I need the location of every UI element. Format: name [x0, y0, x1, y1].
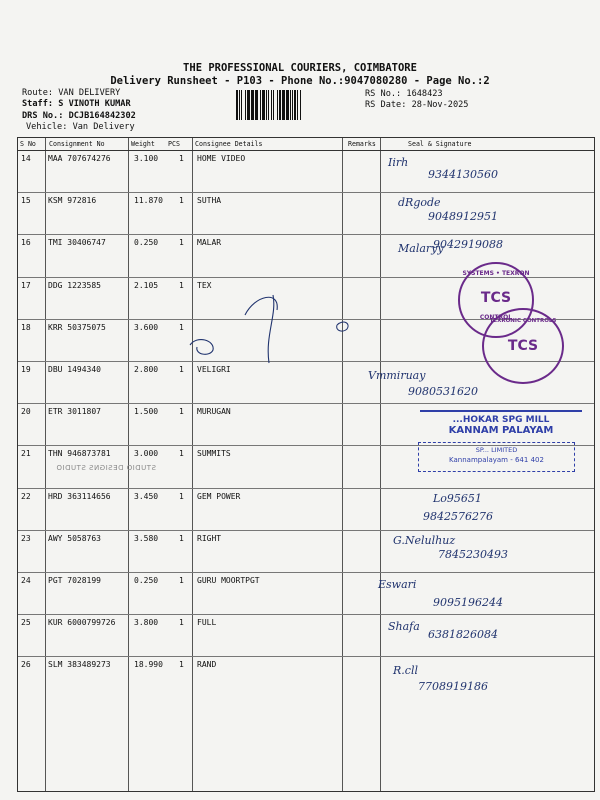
table-row	[18, 192, 594, 234]
cell-weight: 3.600	[134, 322, 159, 332]
cell-consignment: SLM 383489273	[48, 660, 111, 670]
handwritten-signature: Eswari	[378, 578, 417, 591]
handwritten-phone: 9042919088	[433, 238, 503, 252]
handwritten-signature: G.Nelulhuz	[393, 533, 456, 547]
cell-pcs: 1	[179, 322, 184, 332]
cell-consignment: DDG 1223585	[48, 280, 101, 290]
cell-pcs: 1	[179, 491, 184, 501]
cell-weight: 2.800	[134, 365, 159, 374]
cell-sno: 22	[21, 491, 31, 501]
cell-consignment: PGT 7028199	[48, 576, 101, 585]
barcode	[236, 90, 360, 120]
cell-consignee: SUTHA	[197, 196, 222, 206]
cell-weight: 3.000	[134, 449, 159, 459]
cell-sno: 26	[21, 660, 31, 670]
cell-consignment: TMI 30406747	[48, 238, 106, 248]
cell-sno: 21	[21, 449, 31, 459]
cell-consignee: SUMMITS	[197, 449, 231, 459]
handwritten-phone: 9344130560	[428, 168, 498, 181]
cell-sno: 19	[21, 365, 31, 374]
cell-sno: 24	[21, 576, 31, 585]
cell-sno: 16	[21, 238, 31, 248]
cell-pcs: 1	[179, 533, 184, 543]
col-seal-header: Seal & Signature	[408, 140, 472, 148]
cell-pcs: 1	[179, 365, 184, 374]
cell-sno: 18	[21, 322, 31, 332]
cell-weight: 0.250	[134, 576, 159, 585]
cell-consignment: KSM 972816	[48, 196, 97, 206]
table-row	[18, 150, 594, 192]
cell-sno: 25	[21, 618, 31, 628]
handwritten-signature: Lo95651	[433, 491, 482, 505]
handwritten-signature: R.cll	[393, 664, 418, 678]
handwritten-phone: 6381826084	[428, 628, 498, 642]
cell-consignment: THN 946873781	[48, 449, 111, 459]
table-row	[18, 572, 594, 614]
cell-consignment: DBU 1494340	[48, 365, 101, 374]
cell-consignment: MAA 707674276	[48, 154, 111, 163]
handwritten-scribble	[185, 285, 365, 370]
handwritten-phone: 7845230493	[438, 547, 508, 561]
handwritten-signature: Vmmiruay	[368, 369, 426, 382]
handwritten-phone: 9095196244	[433, 596, 503, 609]
cell-pcs: 1	[179, 154, 184, 163]
handwritten-phone: 7708919186	[418, 680, 488, 694]
col-consignee-header: Consignee Details	[195, 140, 263, 148]
cell-sno: 15	[21, 196, 31, 206]
cell-sno: 23	[21, 533, 31, 543]
cell-consignment: KRR 50375075	[48, 322, 106, 332]
cell-sno: 20	[21, 407, 31, 417]
mirrored-bleedthrough-text: STUDIO DESIGNS STUDIO	[56, 464, 156, 472]
col-sno-header: S No	[20, 140, 36, 148]
cell-weight: 2.105	[134, 280, 159, 290]
mill-name-stamp: ...HOKAR SPG MILL KANNAM PALAYAM	[420, 410, 582, 442]
cell-consignee: TEX	[197, 280, 212, 290]
table-row	[18, 530, 594, 572]
cell-consignment: ETR 3011807	[48, 407, 101, 417]
cell-sno: 17	[21, 280, 31, 290]
cell-consignee: FULL	[197, 618, 217, 628]
col-pcs-header: PCS	[168, 140, 180, 148]
cell-weight: 3.450	[134, 491, 159, 501]
cell-weight: 11.870	[134, 196, 163, 206]
handwritten-signature: dRgode	[398, 196, 441, 210]
cell-consignee: MALAR	[197, 238, 222, 248]
handwritten-signature: Iirh	[388, 156, 409, 169]
cell-weight: 0.250	[134, 238, 159, 248]
cell-weight: 3.580	[134, 533, 159, 543]
handwritten-signature: Shafa	[388, 620, 420, 634]
table-row	[18, 656, 594, 698]
cell-consignee: VELIGRI	[197, 365, 231, 374]
runsheet-title: Delivery Runsheet - P103 - Phone No.:9047080280 - Page No.:2	[110, 75, 490, 87]
cell-consignee: MURUGAN	[197, 407, 231, 417]
drs-label: DRS No.: DCJB164842302	[22, 111, 136, 121]
cell-weight: 3.100	[134, 154, 159, 163]
cell-consignee: RIGHT	[197, 533, 222, 543]
rs-date: RS Date: 28-Nov-2025	[365, 100, 469, 110]
cell-pcs: 1	[179, 196, 184, 206]
cell-consignee: RAND	[197, 660, 217, 670]
rs-number: RS No.: 1648423	[365, 89, 443, 99]
cell-pcs: 1	[179, 407, 184, 417]
barcode-bar	[301, 90, 303, 120]
cell-pcs: 1	[179, 449, 184, 459]
cell-weight: 3.800	[134, 618, 159, 628]
mill-address-stamp: SP... LIMITED Kannampalayam - 641 402	[418, 442, 575, 472]
route-label: Route: VAN DELIVERY	[22, 88, 121, 98]
cell-pcs: 1	[179, 280, 184, 290]
cell-consignment: HRD 363114656	[48, 491, 111, 501]
cell-weight: 1.500	[134, 407, 159, 417]
handwritten-phone: 9080531620	[408, 385, 478, 398]
handwritten-phone: 9048912951	[428, 210, 498, 224]
cell-sno: 14	[21, 154, 31, 163]
cell-consignment: AWY 5058763	[48, 533, 101, 543]
cell-pcs: 1	[179, 618, 184, 628]
col-consignment-header: Consignment No	[49, 140, 105, 148]
handwritten-signature: Malaryy	[398, 242, 444, 256]
cell-consignee: HOME VIDEO	[197, 154, 246, 163]
col-remarks-header: Remarks	[348, 140, 376, 148]
cell-consignee: GEM POWER	[197, 491, 241, 501]
table-row	[18, 488, 594, 530]
tcs-seal-stamp: SYSTEMS • TEXRON TCS CONTROL	[458, 262, 534, 338]
cell-pcs: 1	[179, 238, 184, 248]
table-row	[18, 614, 594, 656]
vehicle-label: Vehicle: Van Delivery	[26, 122, 135, 132]
cell-pcs: 1	[179, 576, 184, 585]
cell-consignment: KUR 6000799726	[48, 618, 116, 628]
cell-pcs: 1	[179, 660, 184, 670]
cell-weight: 18.990	[134, 660, 163, 670]
handwritten-phone: 9842576276	[423, 509, 493, 523]
staff-label: Staff: S VINOTH KUMAR	[22, 99, 131, 109]
texronic-seal-stamp: TEXRONIC CONTROLS TCS	[482, 308, 564, 384]
col-weight-header: Weight	[131, 140, 155, 148]
company-title: THE PROFESSIONAL COURIERS, COIMBATORE	[183, 62, 417, 74]
cell-consignee: GURU MOORTPGT	[197, 576, 260, 585]
